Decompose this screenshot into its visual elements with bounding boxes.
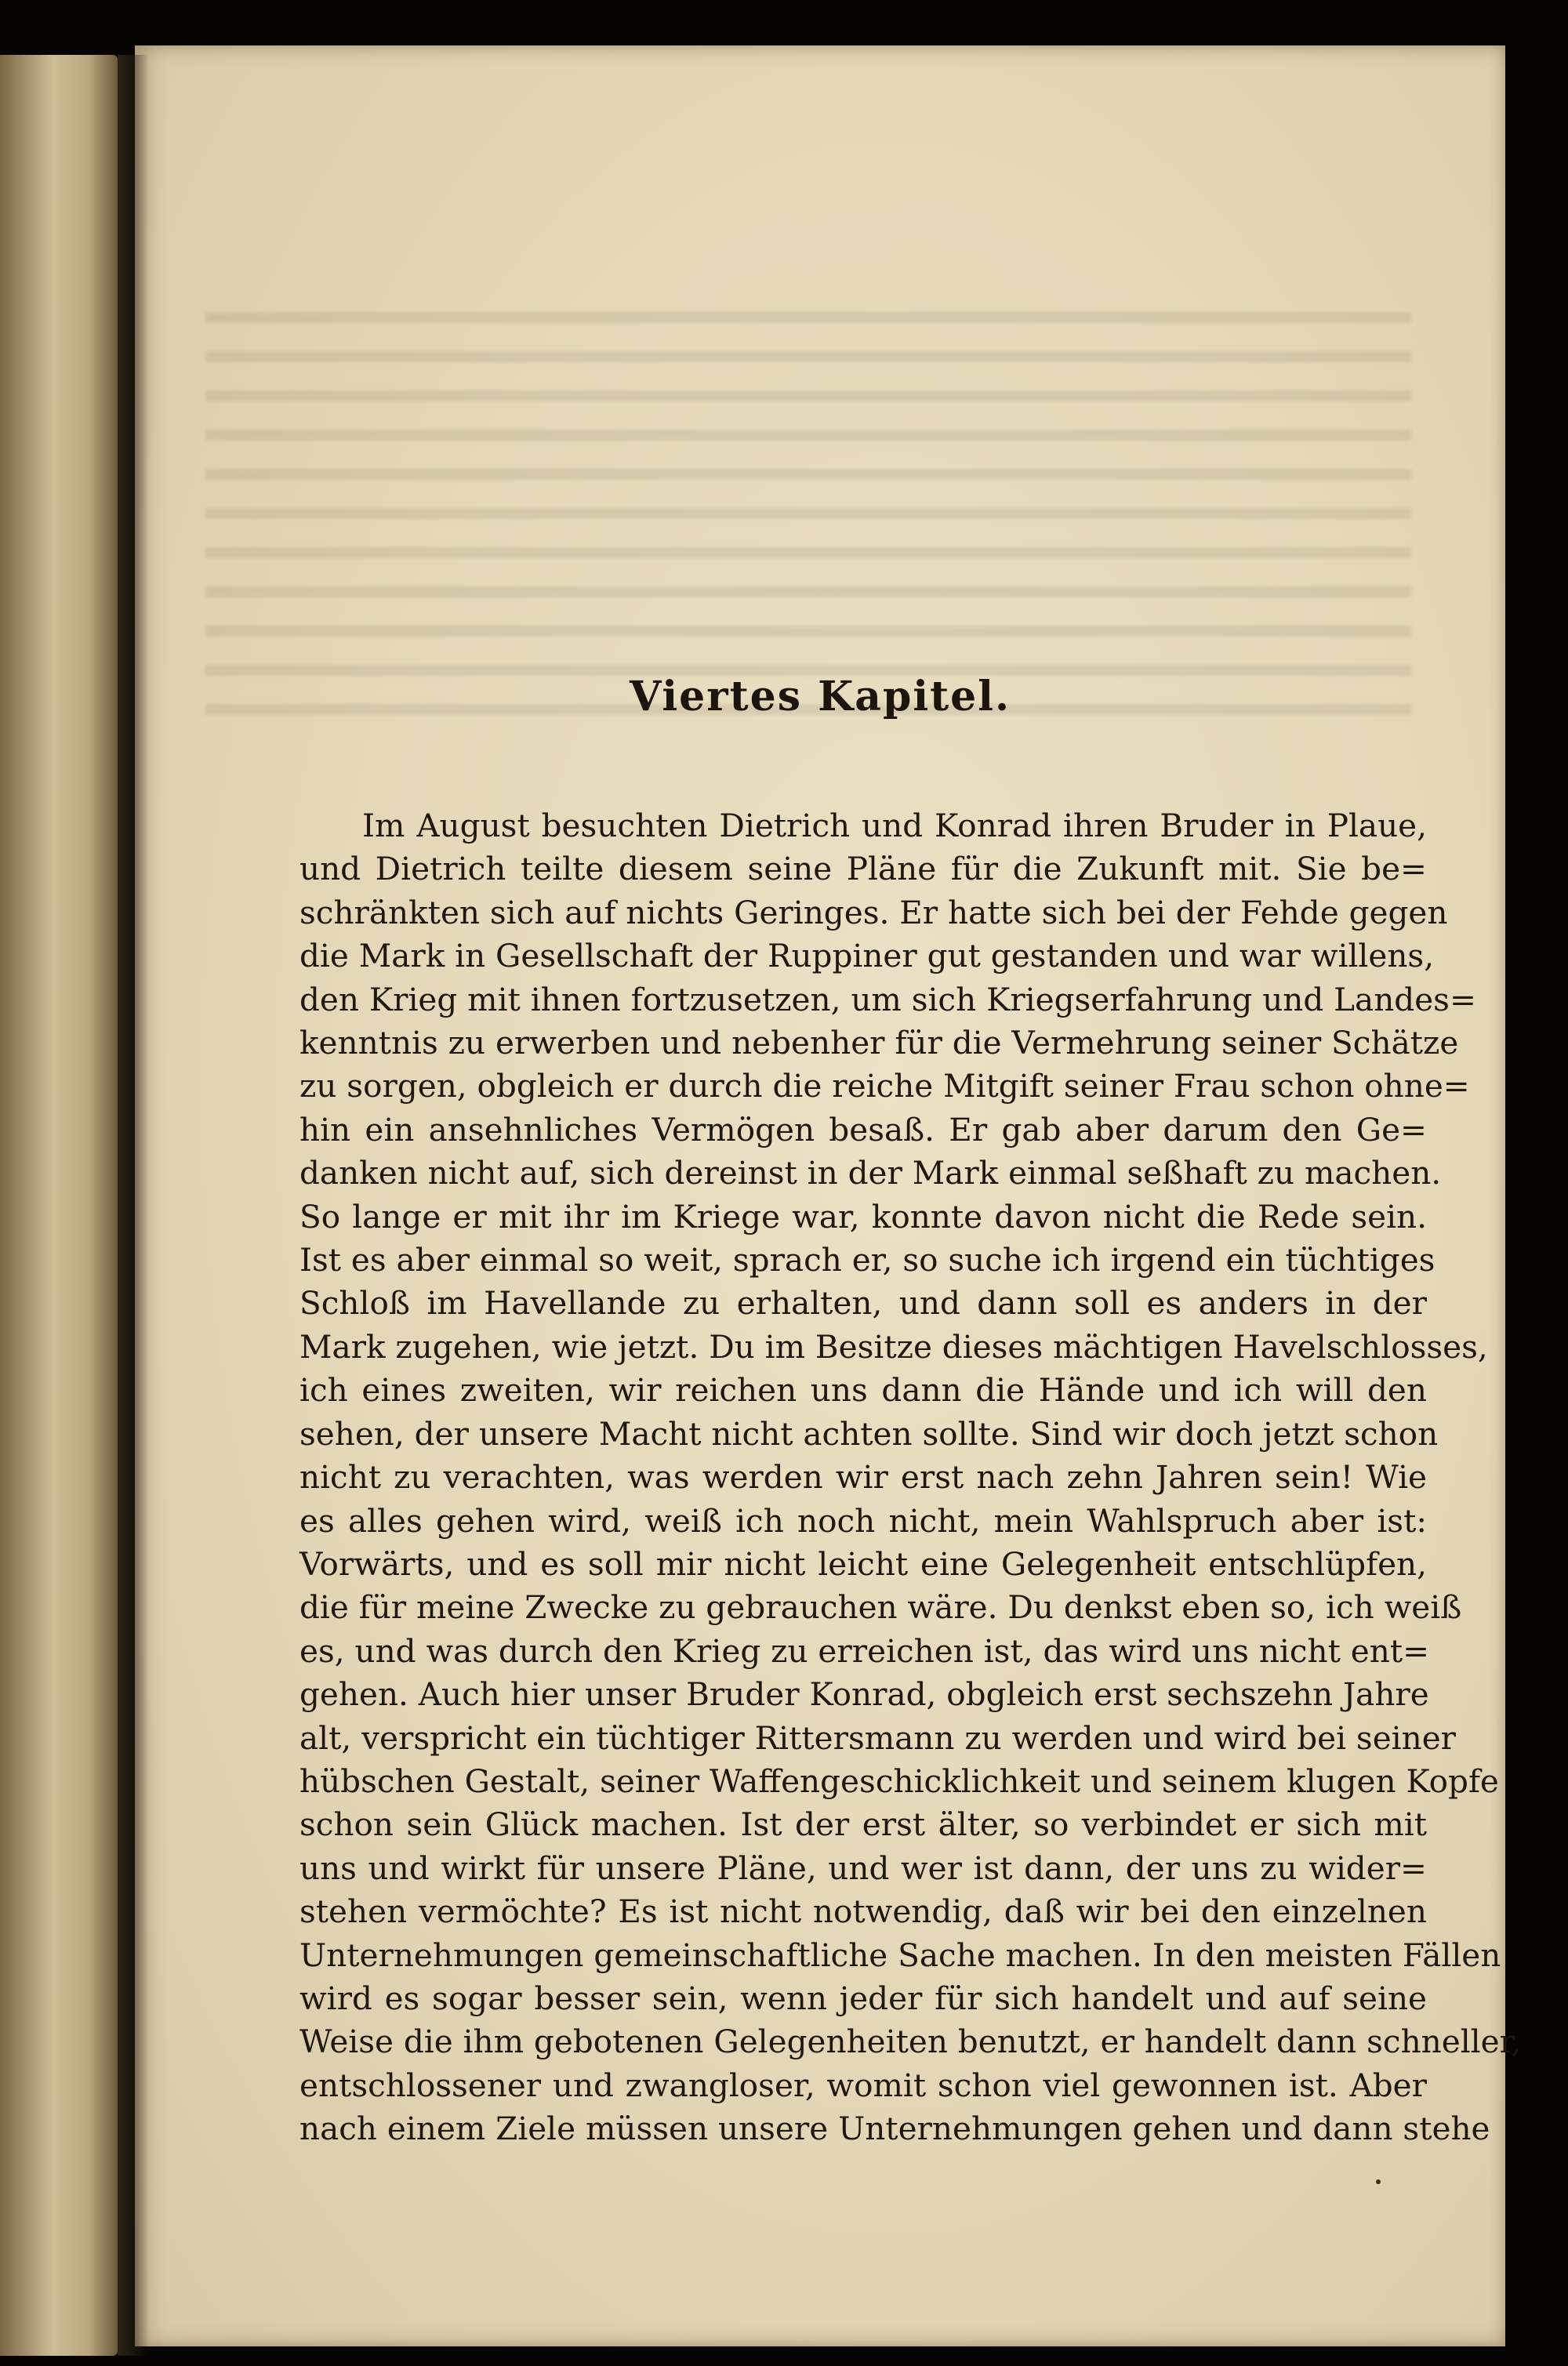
body-text — [299, 804, 1522, 2151]
text-line: ich eines zweiten, wir reichen uns dann die Hände und ich will den — [299, 1371, 1427, 1410]
text-line: Mark zugehen, wie jetzt. Du im Besitze dieses mächtigen Havelschlosses, — [299, 1327, 1488, 1366]
spine-shadow — [118, 55, 149, 2356]
text-line: Ist es aber einmal so weit, sprach er, so suche ich irgend ein tüchtiges — [299, 1241, 1436, 1279]
text-line: alt, verspricht ein tüchtiger Rittersmann zu werden und wird bei seiner — [299, 1718, 1457, 1757]
text-line: So lange er mit ihr im Kriege war, konnte davon nicht die Rede sein. — [299, 1197, 1427, 1236]
text-line: Weise die ihm gebotenen Gelegenheiten benutzt, er handelt dann schneller, — [299, 2023, 1522, 2061]
show-through-text — [205, 312, 1411, 720]
text-line: Schloß im Havellande zu erhalten, und dann soll es anders in der — [299, 1284, 1427, 1323]
previous-page-edge — [0, 55, 118, 2356]
text-line: Im August besuchten Dietrich und Konrad ihren Bruder in Plaue, — [362, 807, 1427, 844]
text-line: hübschen Gestalt, seiner Waffengeschicklichkeit und seinem klugen Kopfe — [299, 1762, 1499, 1800]
text-line: entschlossener und zwangloser, womit schon viel gewonnen ist. Aber — [299, 2066, 1427, 2104]
text-line: Unternehmungen gemeinschaftliche Sache machen. In den meisten Fällen — [299, 1936, 1501, 1974]
ink-speck — [1376, 2179, 1381, 2184]
text-line: und Dietrich teilte diesem seine Pläne für die Zukunft mit. Sie be= — [299, 850, 1427, 888]
text-line: sehen, der unsere Macht nicht achten sollte. Sind wir doch jetzt schon — [299, 1414, 1439, 1453]
text-line: uns und wirkt für unsere Pläne, und wer ist dann, der uns zu wider= — [299, 1849, 1427, 1887]
book-page — [135, 45, 1522, 2346]
text-line: kenntnis zu erwerben und nebenher für die Vermehrung seiner Schätze — [299, 1024, 1459, 1062]
text-line: nach einem Ziele müssen unsere Unternehmungen gehen und dann stehe — [299, 2110, 1490, 2148]
text-line: danken nicht auf, sich dereinst in der Mark einmal seßhaft zu machen. — [299, 1154, 1442, 1192]
text-line: schon sein Glück machen. Ist der erst älter, so verbindet er sich mit — [299, 1805, 1427, 1844]
text-line: schränkten sich auf nichts Geringes. Er hatte sich bei der Fehde gegen — [299, 893, 1448, 931]
text-line: stehen vermöchte? Es ist nicht notwendig, daß wir bei den einzelnen — [299, 1892, 1427, 1931]
text-line: die Mark in Gesellschaft der Ruppiner gut gestanden und war willens, — [299, 937, 1435, 975]
chapter-title: Viertes Kapitel. — [629, 673, 1011, 720]
text-line: nicht zu verachten, was werden wir erst nach zehn Jahren sein! Wie — [299, 1458, 1427, 1497]
text-line: gehen. Auch hier unser Bruder Konrad, obgleich erst sechszehn Jahre — [299, 1675, 1429, 1714]
text-line: Vorwärts, und es soll mir nicht leicht eine Gelegenheit entschlüpfen, — [299, 1544, 1427, 1583]
text-line: hin ein ansehnliches Vermögen besaß. Er gab aber darum den Ge= — [299, 1110, 1427, 1149]
text-line: den Krieg mit ihnen fortzusetzen, um sich Kriegserfahrung und Landes= — [299, 980, 1476, 1018]
text-line: die für meine Zwecke zu gebrauchen wäre. Du denkst eben so, ich weiß — [299, 1588, 1462, 1627]
text-line: zu sorgen, obgleich er durch die reiche Mitgift seiner Frau schon ohne= — [299, 1067, 1470, 1105]
text-line: wird es sogar besser sein, wenn jeder für sich handelt und auf seine — [299, 1979, 1427, 2017]
text-line: es alles gehen wird, weiß ich noch nicht, mein Wahlspruch aber ist: — [299, 1501, 1427, 1540]
text-line: es, und was durch den Krieg zu erreichen ist, das wird uns nicht ent= — [299, 1631, 1430, 1670]
